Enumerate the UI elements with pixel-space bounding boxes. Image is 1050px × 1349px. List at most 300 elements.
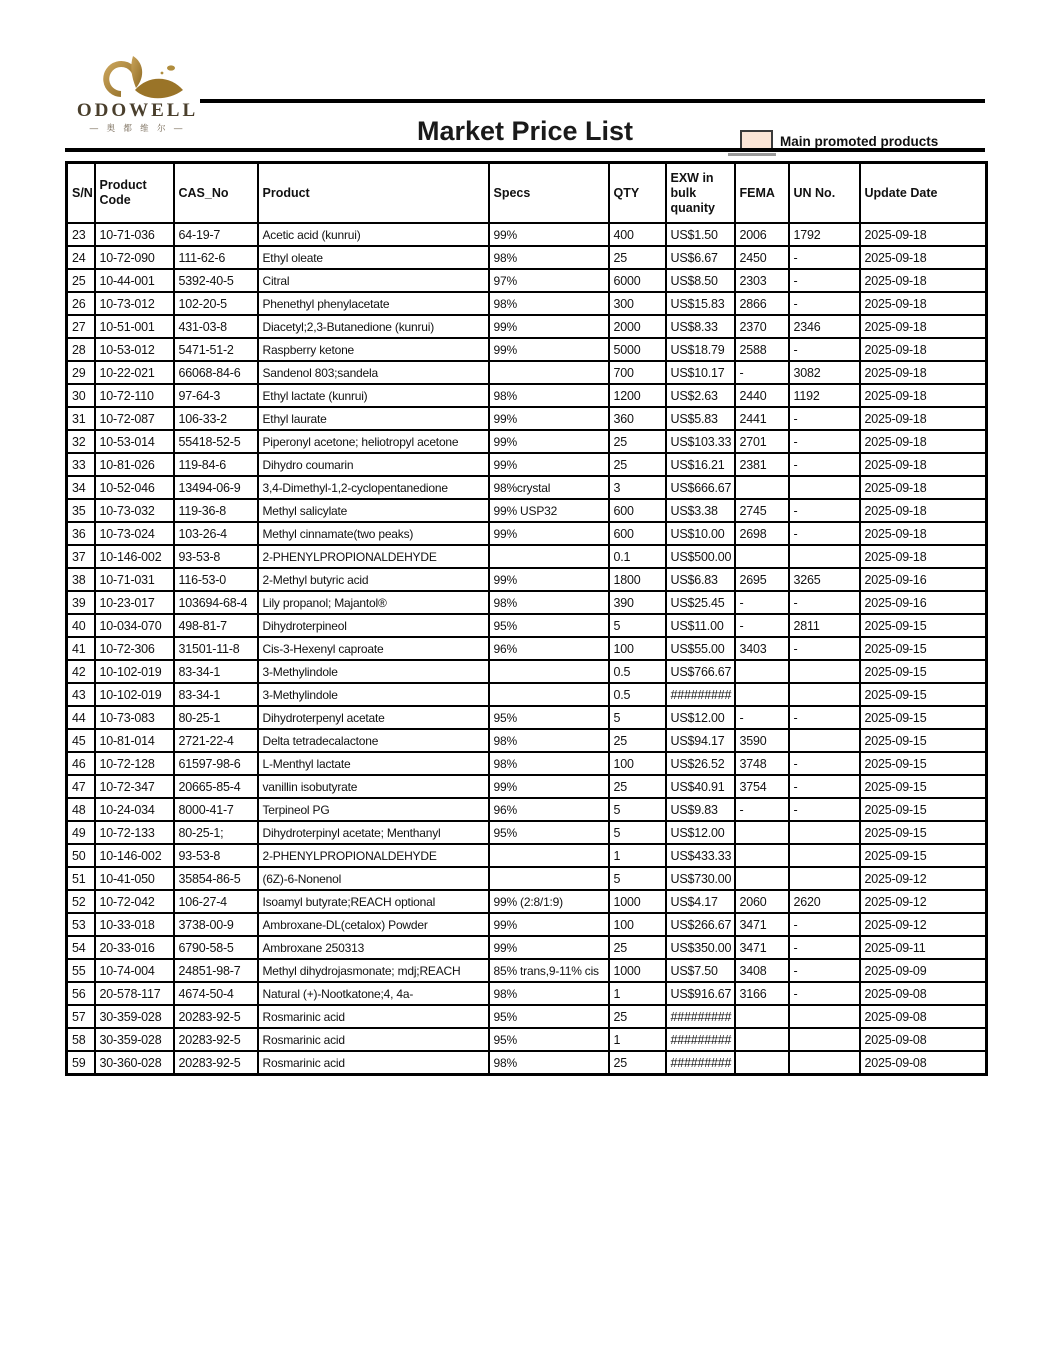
cell-update-date: 2025-09-15 <box>860 752 987 775</box>
cell-un-no: - <box>789 453 860 476</box>
cell-product: Dihydroterpenyl acetate <box>258 706 489 729</box>
cell-fema <box>735 1051 789 1075</box>
cell-sn: 49 <box>67 821 95 844</box>
cell-un-no: 2346 <box>789 315 860 338</box>
cell-sn: 57 <box>67 1005 95 1028</box>
cell-update-date: 2025-09-18 <box>860 246 987 269</box>
top-rule <box>200 99 985 103</box>
legend-underline <box>728 153 776 156</box>
cell-fema <box>735 821 789 844</box>
cell-sn: 56 <box>67 982 95 1005</box>
cell-exw: US$10.00 <box>666 522 735 545</box>
cell-un-no: - <box>789 982 860 1005</box>
cell-fema: 3748 <box>735 752 789 775</box>
cell-cas-no: 24851-98-7 <box>174 959 258 982</box>
table-row <box>67 798 987 821</box>
cell-update-date: 2025-09-08 <box>860 1028 987 1051</box>
cell-sn: 53 <box>67 913 95 936</box>
table-row <box>67 982 987 1005</box>
cell-fema: 2866 <box>735 292 789 315</box>
cell-product: vanillin isobutyrate <box>258 775 489 798</box>
cell-cas-no: 119-84-6 <box>174 453 258 476</box>
cell-specs: 95% <box>489 1005 609 1028</box>
cell-fema: 2701 <box>735 430 789 453</box>
cell-exw: ######### <box>666 1028 735 1051</box>
cell-cas-no: 5471-51-2 <box>174 338 258 361</box>
cell-un-no: - <box>789 430 860 453</box>
cell-update-date: 2025-09-08 <box>860 982 987 1005</box>
cell-cas-no: 83-34-1 <box>174 660 258 683</box>
column-header-update-date: Update Date <box>860 163 987 224</box>
cell-specs <box>489 361 609 384</box>
cell-exw: ######### <box>666 1005 735 1028</box>
cell-qty: 1 <box>609 844 666 867</box>
cell-fema: 3590 <box>735 729 789 752</box>
cell-un-no: 1792 <box>789 223 860 246</box>
cell-sn: 47 <box>67 775 95 798</box>
cell-update-date: 2025-09-08 <box>860 1005 987 1028</box>
cell-product-code: 10-146-002 <box>95 844 174 867</box>
cell-cas-no: 93-53-8 <box>174 545 258 568</box>
cell-update-date: 2025-09-15 <box>860 844 987 867</box>
cell-exw: US$2.63 <box>666 384 735 407</box>
cell-fema: - <box>735 706 789 729</box>
cell-fema: 2698 <box>735 522 789 545</box>
table-row <box>67 568 987 591</box>
cell-qty: 25 <box>609 453 666 476</box>
cell-specs: 98% <box>489 591 609 614</box>
cell-product: L-Menthyl lactate <box>258 752 489 775</box>
cell-exw: US$4.17 <box>666 890 735 913</box>
cell-product-code: 30-360-028 <box>95 1051 174 1075</box>
cell-sn: 29 <box>67 361 95 384</box>
cell-qty: 0.5 <box>609 683 666 706</box>
cell-un-no: - <box>789 338 860 361</box>
cell-un-no <box>789 476 860 499</box>
cell-update-date: 2025-09-18 <box>860 223 987 246</box>
table-row <box>67 959 987 982</box>
cell-sn: 28 <box>67 338 95 361</box>
cell-product-code: 10-146-002 <box>95 545 174 568</box>
cell-exw: ######### <box>666 683 735 706</box>
cell-specs <box>489 867 609 890</box>
cell-sn: 32 <box>67 430 95 453</box>
cell-qty: 1 <box>609 982 666 1005</box>
cell-un-no: 3265 <box>789 568 860 591</box>
cell-qty: 100 <box>609 913 666 936</box>
cell-un-no: - <box>789 591 860 614</box>
cell-exw: US$11.00 <box>666 614 735 637</box>
cell-un-no: - <box>789 637 860 660</box>
cell-update-date: 2025-09-18 <box>860 545 987 568</box>
cell-specs: 99% <box>489 407 609 430</box>
cell-fema <box>735 660 789 683</box>
cell-exw: US$12.00 <box>666 821 735 844</box>
column-header-exw: EXW in bulk quanity <box>666 163 735 224</box>
cell-product-code: 10-52-046 <box>95 476 174 499</box>
cell-cas-no: 106-27-4 <box>174 890 258 913</box>
cell-cas-no: 119-36-8 <box>174 499 258 522</box>
table-row <box>67 453 987 476</box>
cell-fema <box>735 545 789 568</box>
cell-product-code: 10-034-070 <box>95 614 174 637</box>
cell-product: Acetic acid (kunrui) <box>258 223 489 246</box>
cell-fema: 3471 <box>735 913 789 936</box>
cell-cas-no: 64-19-7 <box>174 223 258 246</box>
cell-un-no <box>789 821 860 844</box>
cell-exw: US$1.50 <box>666 223 735 246</box>
cell-cas-no: 83-34-1 <box>174 683 258 706</box>
cell-cas-no: 116-53-0 <box>174 568 258 591</box>
cell-qty: 600 <box>609 522 666 545</box>
cell-exw: US$3.38 <box>666 499 735 522</box>
cell-cas-no: 97-64-3 <box>174 384 258 407</box>
table-row <box>67 223 987 246</box>
cell-update-date: 2025-09-15 <box>860 614 987 637</box>
cell-exw: US$766.67 <box>666 660 735 683</box>
cell-update-date: 2025-09-11 <box>860 936 987 959</box>
cell-qty: 6000 <box>609 269 666 292</box>
cell-product: Terpineol PG <box>258 798 489 821</box>
cell-un-no: - <box>789 913 860 936</box>
cell-un-no <box>789 545 860 568</box>
cell-specs: 85% trans,9-11% cis <box>489 959 609 982</box>
cell-product: Isoamyl butyrate;REACH optional <box>258 890 489 913</box>
cell-exw: US$9.83 <box>666 798 735 821</box>
cell-product-code: 10-72-306 <box>95 637 174 660</box>
cell-exw: US$916.67 <box>666 982 735 1005</box>
cell-sn: 40 <box>67 614 95 637</box>
cell-exw: US$10.17 <box>666 361 735 384</box>
cell-fema: - <box>735 614 789 637</box>
cell-fema <box>735 476 789 499</box>
cell-qty: 1000 <box>609 890 666 913</box>
cell-update-date: 2025-09-18 <box>860 269 987 292</box>
cell-sn: 45 <box>67 729 95 752</box>
cell-product-code: 10-73-012 <box>95 292 174 315</box>
cell-specs: 95% <box>489 821 609 844</box>
cell-product: Methyl salicylate <box>258 499 489 522</box>
cell-product-code: 20-33-016 <box>95 936 174 959</box>
cell-exw: US$15.83 <box>666 292 735 315</box>
cell-specs: 99% (2:8/1:9) <box>489 890 609 913</box>
cell-sn: 43 <box>67 683 95 706</box>
cell-sn: 30 <box>67 384 95 407</box>
cell-un-no: - <box>789 706 860 729</box>
cell-update-date: 2025-09-15 <box>860 775 987 798</box>
cell-qty: 3 <box>609 476 666 499</box>
cell-specs: 99% <box>489 522 609 545</box>
cell-cas-no: 20665-85-4 <box>174 775 258 798</box>
cell-cas-no: 2721-22-4 <box>174 729 258 752</box>
cell-cas-no: 61597-98-6 <box>174 752 258 775</box>
cell-specs: 98% <box>489 729 609 752</box>
cell-update-date: 2025-09-18 <box>860 407 987 430</box>
cell-cas-no: 20283-92-5 <box>174 1005 258 1028</box>
cell-qty: 5 <box>609 614 666 637</box>
cell-specs: 96% <box>489 798 609 821</box>
cell-product-code: 10-71-031 <box>95 568 174 591</box>
cell-qty: 1200 <box>609 384 666 407</box>
cell-fema: 2441 <box>735 407 789 430</box>
cell-sn: 34 <box>67 476 95 499</box>
cell-fema <box>735 867 789 890</box>
cell-product: Dihydro coumarin <box>258 453 489 476</box>
cell-product: 2-PHENYLPROPIONALDEHYDE <box>258 844 489 867</box>
flower-logo-icon <box>83 50 193 102</box>
cell-specs: 98% <box>489 982 609 1005</box>
cell-fema <box>735 1028 789 1051</box>
cell-update-date: 2025-09-12 <box>860 913 987 936</box>
brand-subtitle: — 奥 都 维 尔 — <box>89 123 186 133</box>
cell-product: Citral <box>258 269 489 292</box>
cell-un-no <box>789 867 860 890</box>
cell-update-date: 2025-09-18 <box>860 453 987 476</box>
cell-qty: 600 <box>609 499 666 522</box>
table-row <box>67 637 987 660</box>
cell-exw: US$500.00 <box>666 545 735 568</box>
cell-specs: 99% <box>489 315 609 338</box>
cell-qty: 400 <box>609 223 666 246</box>
cell-un-no: - <box>789 292 860 315</box>
column-header-cas-no: CAS_No <box>174 163 258 224</box>
cell-specs: 98% <box>489 246 609 269</box>
cell-un-no <box>789 660 860 683</box>
cell-fema <box>735 844 789 867</box>
cell-product-code: 10-102-019 <box>95 683 174 706</box>
cell-fema: 2381 <box>735 453 789 476</box>
cell-qty: 25 <box>609 775 666 798</box>
cell-product-code: 10-24-034 <box>95 798 174 821</box>
cell-specs: 98%crystal <box>489 476 609 499</box>
cell-update-date: 2025-09-18 <box>860 315 987 338</box>
cell-update-date: 2025-09-18 <box>860 292 987 315</box>
table-row <box>67 246 987 269</box>
cell-exw: US$5.83 <box>666 407 735 430</box>
cell-fema <box>735 1005 789 1028</box>
cell-un-no: - <box>789 407 860 430</box>
cell-exw: US$103.33 <box>666 430 735 453</box>
cell-product: 2-PHENYLPROPIONALDEHYDE <box>258 545 489 568</box>
cell-exw: US$40.91 <box>666 775 735 798</box>
cell-exw: US$433.33 <box>666 844 735 867</box>
cell-qty: 360 <box>609 407 666 430</box>
cell-sn: 36 <box>67 522 95 545</box>
cell-cas-no: 4674-50-4 <box>174 982 258 1005</box>
legend-label: Main promoted products <box>780 133 939 149</box>
cell-specs <box>489 660 609 683</box>
cell-exw: US$25.45 <box>666 591 735 614</box>
cell-cas-no: 13494-06-9 <box>174 476 258 499</box>
cell-fema <box>735 683 789 706</box>
cell-qty: 25 <box>609 936 666 959</box>
table-row <box>67 660 987 683</box>
cell-product: Cis-3-Hexenyl caproate <box>258 637 489 660</box>
cell-fema: - <box>735 591 789 614</box>
table-row <box>67 1028 987 1051</box>
cell-sn: 24 <box>67 246 95 269</box>
cell-product-code: 10-81-014 <box>95 729 174 752</box>
cell-qty: 1800 <box>609 568 666 591</box>
cell-sn: 52 <box>67 890 95 913</box>
cell-cas-no: 111-62-6 <box>174 246 258 269</box>
cell-fema: - <box>735 361 789 384</box>
cell-fema: 3403 <box>735 637 789 660</box>
cell-sn: 37 <box>67 545 95 568</box>
cell-sn: 23 <box>67 223 95 246</box>
cell-sn: 35 <box>67 499 95 522</box>
cell-specs: 96% <box>489 637 609 660</box>
cell-product: Methyl dihydrojasmonate; mdj;REACH <box>258 959 489 982</box>
cell-update-date: 2025-09-16 <box>860 591 987 614</box>
table-row <box>67 522 987 545</box>
cell-qty: 25 <box>609 246 666 269</box>
cell-cas-no: 5392-40-5 <box>174 269 258 292</box>
cell-fema: 2060 <box>735 890 789 913</box>
cell-product-code: 10-71-036 <box>95 223 174 246</box>
cell-exw: US$8.50 <box>666 269 735 292</box>
cell-specs: 98% <box>489 292 609 315</box>
cell-product: Raspberry ketone <box>258 338 489 361</box>
cell-specs <box>489 545 609 568</box>
cell-product-code: 10-72-133 <box>95 821 174 844</box>
cell-product: Ethyl lactate (kunrui) <box>258 384 489 407</box>
cell-exw: US$666.67 <box>666 476 735 499</box>
cell-cas-no: 20283-92-5 <box>174 1028 258 1051</box>
price-table <box>65 161 988 1076</box>
cell-update-date: 2025-09-18 <box>860 430 987 453</box>
cell-sn: 51 <box>67 867 95 890</box>
cell-qty: 100 <box>609 637 666 660</box>
cell-exw: US$26.52 <box>666 752 735 775</box>
table-row <box>67 292 987 315</box>
title-rule <box>65 148 985 152</box>
cell-product: Sandenol 803;sandela <box>258 361 489 384</box>
cell-sn: 44 <box>67 706 95 729</box>
cell-product-code: 10-73-024 <box>95 522 174 545</box>
cell-fema: 2745 <box>735 499 789 522</box>
cell-product: 2-Methyl butyric acid <box>258 568 489 591</box>
cell-product-code: 10-44-001 <box>95 269 174 292</box>
cell-specs: 99% <box>489 338 609 361</box>
cell-specs <box>489 683 609 706</box>
cell-qty: 100 <box>609 752 666 775</box>
cell-fema: 3471 <box>735 936 789 959</box>
cell-product: Ambroxane 250313 <box>258 936 489 959</box>
cell-sn: 41 <box>67 637 95 660</box>
brand-name: ODOWELL <box>76 100 199 121</box>
cell-sn: 54 <box>67 936 95 959</box>
table-row <box>67 1005 987 1028</box>
cell-exw: US$7.50 <box>666 959 735 982</box>
cell-update-date: 2025-09-15 <box>860 683 987 706</box>
cell-cas-no: 102-20-5 <box>174 292 258 315</box>
table-row <box>67 499 987 522</box>
cell-product-code: 30-359-028 <box>95 1028 174 1051</box>
cell-product-code: 10-22-021 <box>95 361 174 384</box>
column-header-qty: QTY <box>609 163 666 224</box>
table-row <box>67 683 987 706</box>
cell-un-no: - <box>789 499 860 522</box>
cell-un-no: 1192 <box>789 384 860 407</box>
cell-product-code: 10-53-012 <box>95 338 174 361</box>
cell-qty: 700 <box>609 361 666 384</box>
cell-cas-no: 6790-58-5 <box>174 936 258 959</box>
cell-product-code: 10-72-110 <box>95 384 174 407</box>
cell-update-date: 2025-09-12 <box>860 890 987 913</box>
cell-update-date: 2025-09-15 <box>860 706 987 729</box>
cell-fema: 2450 <box>735 246 789 269</box>
cell-update-date: 2025-09-12 <box>860 867 987 890</box>
cell-cas-no: 55418-52-5 <box>174 430 258 453</box>
table-row <box>67 614 987 637</box>
cell-update-date: 2025-09-18 <box>860 476 987 499</box>
cell-specs: 97% <box>489 269 609 292</box>
table-row <box>67 384 987 407</box>
cell-un-no: - <box>789 798 860 821</box>
cell-product-code: 10-102-019 <box>95 660 174 683</box>
column-header-product: Product <box>258 163 489 224</box>
cell-qty: 25 <box>609 430 666 453</box>
cell-fema: 2370 <box>735 315 789 338</box>
cell-product-code: 10-73-083 <box>95 706 174 729</box>
cell-cas-no: 103694-68-4 <box>174 591 258 614</box>
header-row <box>67 163 987 224</box>
cell-qty: 0.5 <box>609 660 666 683</box>
cell-product: Delta tetradecalactone <box>258 729 489 752</box>
cell-product: 3-Methylindole <box>258 660 489 683</box>
cell-un-no: - <box>789 936 860 959</box>
cell-cas-no: 93-53-8 <box>174 844 258 867</box>
cell-product-code: 10-23-017 <box>95 591 174 614</box>
cell-product-code: 10-72-087 <box>95 407 174 430</box>
table-row <box>67 407 987 430</box>
cell-product-code: 10-72-347 <box>95 775 174 798</box>
cell-fema: 2588 <box>735 338 789 361</box>
cell-specs <box>489 844 609 867</box>
cell-update-date: 2025-09-15 <box>860 729 987 752</box>
cell-qty: 25 <box>609 1005 666 1028</box>
column-header-fema: FEMA <box>735 163 789 224</box>
cell-product-code: 10-33-018 <box>95 913 174 936</box>
cell-sn: 26 <box>67 292 95 315</box>
cell-qty: 390 <box>609 591 666 614</box>
cell-cas-no: 35854-86-5 <box>174 867 258 890</box>
cell-exw: US$18.79 <box>666 338 735 361</box>
cell-un-no: - <box>789 522 860 545</box>
cell-cas-no: 20283-92-5 <box>174 1051 258 1075</box>
cell-product-code: 30-359-028 <box>95 1005 174 1028</box>
cell-product: Piperonyl acetone; heliotropyl acetone <box>258 430 489 453</box>
cell-update-date: 2025-09-16 <box>860 568 987 591</box>
cell-product: Methyl cinnamate(two peaks) <box>258 522 489 545</box>
table-row <box>67 338 987 361</box>
cell-qty: 5 <box>609 821 666 844</box>
cell-sn: 42 <box>67 660 95 683</box>
cell-specs: 95% <box>489 1028 609 1051</box>
cell-update-date: 2025-09-18 <box>860 522 987 545</box>
table-row <box>67 752 987 775</box>
cell-cas-no: 80-25-1; <box>174 821 258 844</box>
cell-product: Diacetyl;2,3-Butanedione (kunrui) <box>258 315 489 338</box>
cell-sn: 31 <box>67 407 95 430</box>
cell-update-date: 2025-09-08 <box>860 1051 987 1075</box>
cell-fema: - <box>735 798 789 821</box>
cell-fema: 2303 <box>735 269 789 292</box>
cell-product: Dihydroterpinyl acetate; Menthanyl <box>258 821 489 844</box>
cell-exw: ######### <box>666 1051 735 1075</box>
table-row <box>67 315 987 338</box>
